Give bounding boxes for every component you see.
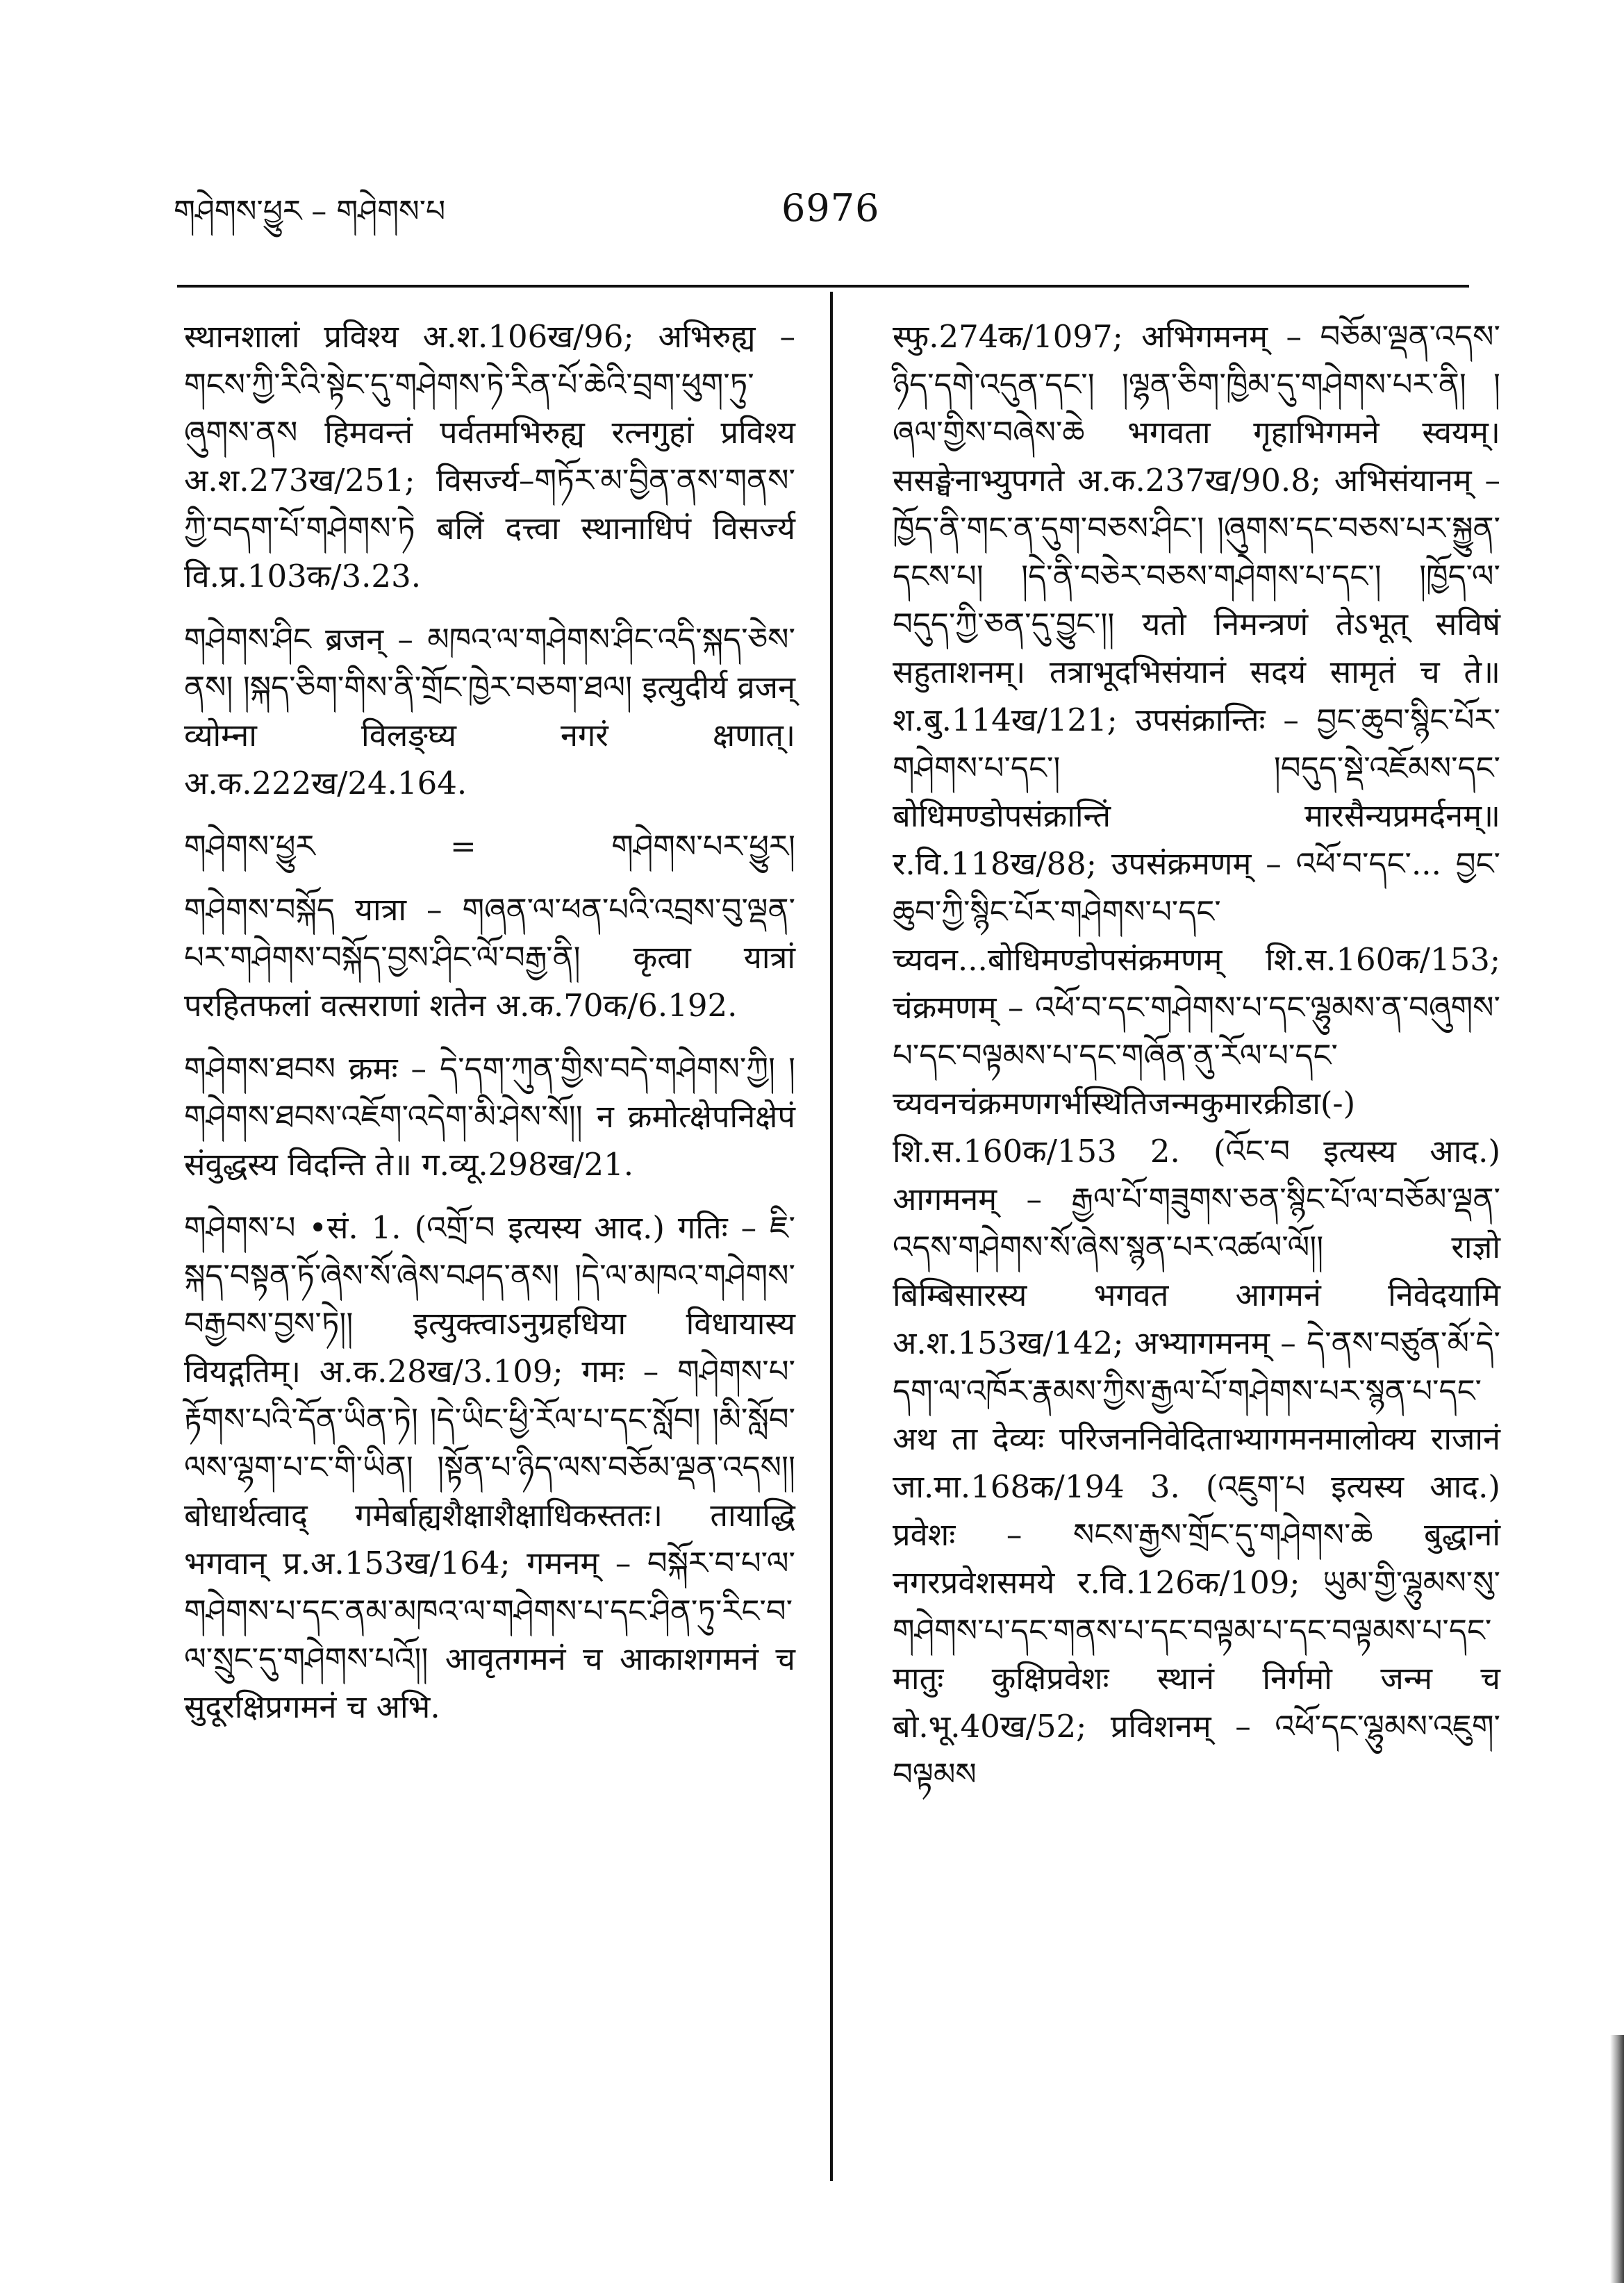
- crossref-headword: གཤེགས་ཕྱུར: [184, 828, 315, 865]
- crossref-sign: =: [449, 828, 477, 865]
- entry-gshegs-pa: གཤེགས་པ •सं. 1. (འགྲོ་བ इत्यस्य आद.) गतिः – ཇི་སྐད་བསྟན་ཏོ་ཞེས་སོ་ཞེས་བཤད་ནས། །དེ་ལ་མཁའ་གཤེགས་བརྒྱབས་བྱས་ཏེ།། इत्युक्त्वाऽनुग्रहधिया विधायास्य वियद्गतिम्। अ.क.28ख/3.109; गमः – གཤེགས་པ་རྟོགས་པའི་དོན་ཡིན་ཏེ། །དེ་ཡིང་ཕྱི་རོལ་པ་དང་སློབ། །མི་སློབ་ལས་ལྷག་པ་ང་གི་ཡིན། །སྟོན་པ་ཉིད་ལས་བཅོམ་ལྡན་འདས།། बोधार्थत्वाद् गमेर्बाह्यशैक्षाशैक्षाधिकस्ततः। तायाद्धि भगवान् प्र.अ.153ख/164; गमनम् – བསྐོར་བ་པ་ལ་གཤེགས་པ་དང་ནམ་མཁའ་ལ་གཤེགས་པ་དང་ཤིན་ཏུ་རིང་བ་ལ་སྲུང་དུ་གཤེགས་པའོ།། आवृतगमनं च आकाशगमनं च सुदूरक्षिप्रगमनं च अभि.: [184, 1209, 795, 1725]
- right-column: [893, 313, 1500, 1798]
- entry-gshegs-thabs: གཤེགས་ཐབས क्रमः – དེ་དག་ཀུན་གྱིས་བདེ་གཤེགས་ཀྱི། །གཤེགས་ཐབས་འཇོག་འདེག་མི་ཤེས་སོ།། न क्रमोत्क्षेपनिक्षेपं संवुद्धस्य विदन्ति ते॥ ग.व्यू.298ख/21.: [184, 1050, 795, 1183]
- header-rule: [177, 285, 1469, 288]
- left-column: [184, 313, 795, 1746]
- crossref-entry: [184, 822, 795, 870]
- crossref-target: གཤེགས་པར་ཕྱུར།: [611, 828, 795, 865]
- entry-gshegs-pa-continued: स्फु.274क/1097; अभिगमनम् – བཅོམ་ལྡན་འདས་ཉིད་དགེ་འདུན་དང་། །ལྷན་ཅིག་ཁྱིམ་དུ་གཤེགས་པར་ནི། །ཞལ་གྱིས་བཞེས་ཆེ भगवता गृहाभिगमने स्वयम्। ससङ्घेनाभ्युपगते अ.क.237ख/90.8; अभिसंयानम् – ཁྱོད་ནི་གང་ན་དུག་བཅས་ཤིང་། །ཞུགས་དང་བཅས་པར་སྐྱུན་དངས་པ། །དེ་ནི་བཅེར་བཅས་གཤེགས་པ་དང་། །ཁྱོད་ལ་བདུད་ཀྱི་ཅན་དུ་བྱུང་།། यतो निमन्त्रणं तेऽभूत् सविषं सहुताशनम्। तत्राभूदभिसंयानं सदयं सामृतं च ते॥ श.बु.114ख/121; उपसंक्रान्तिः – བྱང་ཆུབ་སྙིང་པོར་གཤེགས་པ་དང་། །བདུད་སྡེ་འཇོམས་དང་ बोधिमण्डोपसंक्रान्तिं मारसैन्यप्रमर्दनम्॥ र.वि.118ख/88; उपसंक्रमणम् – འཕོ་བ་དང་... བྱང་ཆུབ་ཀྱི་སྙིང་པོར་གཤེགས་པ་དང་ च्यवन...बोधिमण्डोपसंक्रमणम् शि.स.160क/153; चंक्रमणम् – འཕོ་བ་དང་གཤེགས་པ་དང་ལྷུམས་ན་བཞུགས་པ་དང་བལྟམས་པ་དང་གཞོན་ནུ་རོལ་པ་དང་ च्यवनचंक्रमणगर्भस्थितिजन्मकुमारक्रीडा(-) शि.स.160क/153 2. (འོང་བ इत्यस्य आद.) आगमनम् – རྒྱལ་པོ་གཟུགས་ཅན་སྙིང་པོ་ལ་བཅོམ་ལྡན་འདས་གཤེགས་སོ་ཞེས་སྙན་པར་འཚལ་ལོ།། राज्ञो बिम्बिसारस्य भगवत आगमनं निवेदयामि अ.श.153ख/142; अभ्यागमनम् – དེ་ནས་བཙུན་མོ་དེ་དག་ལ་འཁོར་རྣམས་ཀྱིས་རྒྱལ་པོ་གཤེགས་པར་སྙན་པ་དང་ अथ ता देव्यः परिजननिवेदिताभ्यागमनमालोक्य राजानं जा.मा.168क/194 3. (འཇུག་པ इत्यस्य आद.) प्रवेशः – སངས་རྒྱས་གྲོང་དུ་གཤེགས་ཆེ बुद्धानां नगरप्रवेशसमये र.वि.126क/109; ཡུམ་གྱི་ལྷུམས་སུ་གཤེགས་པ་དང་གནས་པ་དང་བལྟམ་པ་དང་བལྟམས་པ་དང་ मातुः कुक्षिप्रवेशः स्थानं निर्गमो जन्म च बो.भू.40ख/52; प्रविशनम् – འཕོ་དང་ལྷུམས་འཇུག་བལྟམས: [893, 318, 1500, 1793]
- page-number: 6976: [781, 186, 880, 230]
- scan-edge-shadow: [1610, 2035, 1624, 2283]
- column-divider: [830, 292, 833, 2181]
- running-head: གཤེགས་ཕྱུར – གཤེགས་པ: [174, 194, 446, 229]
- entry-continuation: स्थानशालां प्रविश्य अ.श.106ख/96; अभिरुह्य – གངས་ཀྱི་རིའི་སྟེང་དུ་གཤེགས་ཏེ་རིན་པོ་ཆེའི་བྲག་ཕུག་ཏུ་ཞུགས་ནས हिमवन्तं पर्वतमभिरुह्य रत्नगुहां प्रविश्य अ.श.273ख/251; विसर्ज्य–གཏོར་མ་བྱིན་ནས་གནས་ཀྱི་བདག་པོ་གཤེགས་ཏེ बलिं दत्त्वा स्थानाधिपं विसर्ज्य वि.प्र.103क/3.23.: [184, 318, 795, 595]
- entry-gshegs-bskod: གཤེགས་བསྐོད यात्रा – གཞན་ལ་ཕན་པའི་འབྲས་བུ་ལྡན་པར་གཤེགས་བསྐོད་བྱས་ཤིང་ལོ་བརྒྱ་ནི། कृत्वा यात्रां परहितफलां वत्सराणां शतेन अ.क.70क/6.192.: [184, 891, 795, 1024]
- entry-gshegs-shing: གཤེགས་ཤིང ब्रजन् – མཁའ་ལ་གཤེགས་ཤིང་འདི་སྐད་ཅེས་ནས། །སྐད་ཅིག་གིས་ནི་གྲོང་ཁྱེར་བཅག་ཐལ། इत्युदीर्य व्रजन् व्योम्ना विलङ्घ्य नगरं क्षणात्। अ.क.222ख/24.164.: [184, 621, 795, 802]
